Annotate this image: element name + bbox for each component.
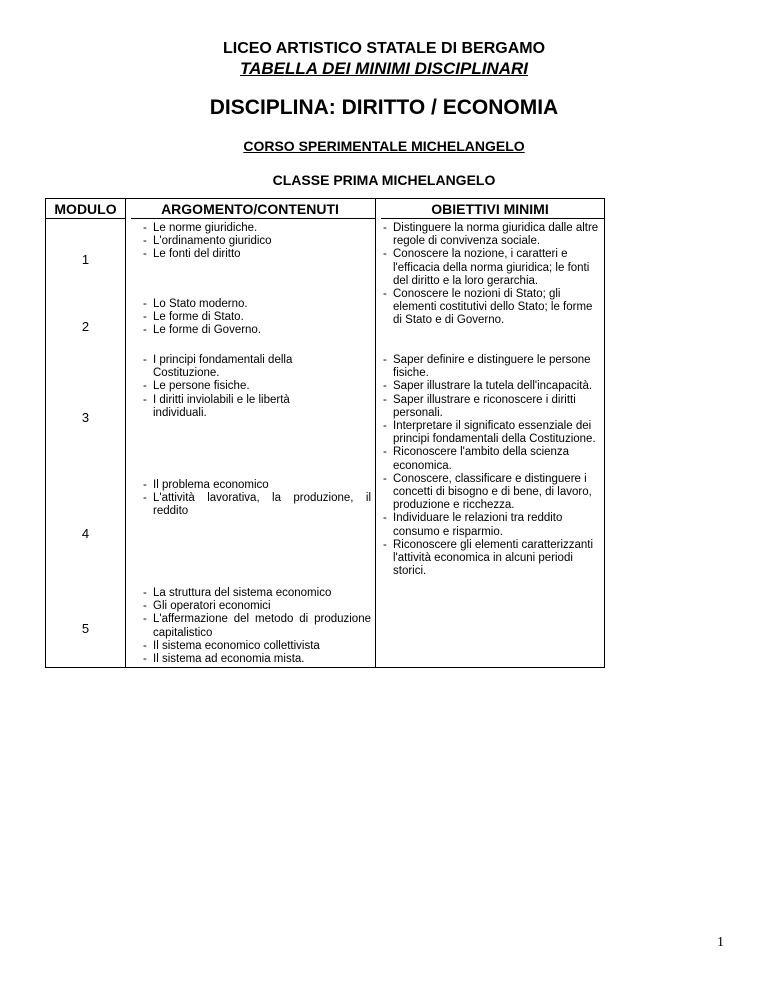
content-item: - Le fonti del diritto [143,248,371,261]
content-item: - Lo Stato moderno. [143,298,371,311]
content-item: - Le persone fisiche. [143,380,333,393]
objective-item: - Saper illustrare la tutela dell'incapacità. [383,380,601,393]
column-divider [125,199,126,667]
content-item: - I diritti inviolabili e le libertà individuali. [143,394,333,420]
header-divider [381,218,604,219]
content-item: - La struttura del sistema economico [143,587,371,600]
discipline-title: DISCIPLINA: DIRITTO / ECONOMIA [209,96,559,119]
module-number: 3 [81,410,90,425]
class-title: CLASSE PRIMA MICHELANGELO [272,172,496,188]
content-item: - L'attività lavorativa, la produzione, il reddito [143,492,371,518]
objective-item: - Riconoscere l'ambito della scienza economica. [383,446,601,472]
course-title: CORSO SPERIMENTALE MICHELANGELO [243,138,525,154]
content-item: - Il sistema ad economia mista. [143,653,371,666]
content-item: - Gli operatori economici [143,600,371,613]
header-contenuti: ARGOMENTO/CONTENUTI [161,201,339,217]
module-number: 5 [81,621,90,636]
objective-item: - Distinguere la norma giuridica dalle altre regole di convivenza sociale. [383,222,601,248]
content-item: - Il problema economico [143,479,371,492]
objective-item: - Conoscere la nozione, i caratteri e l'efficacia della norma giuridica; le fonti del diritto e la loro gerarchia. [383,248,601,288]
document-title: TABELLA DEI MINIMI DISCIPLINARI [239,59,529,78]
school-name: LICEO ARTISTICO STATALE DI BERGAMO [222,40,546,57]
module-5-contents [143,587,371,666]
module-3-contents [143,354,333,420]
module-number: 1 [81,252,90,267]
content-item: - Le forme di Governo. [143,324,371,337]
objective-item: - Individuare le relazioni tra reddito consumo e risparmio. [383,512,601,538]
objective-item: - Conoscere, classificare e distinguere i concetti di bisogno e di bene, di lavoro, produzione e ricchezza. [383,473,601,513]
minimums-table [45,198,605,668]
column-divider [375,199,376,667]
content-item: - L'affermazione del metodo di produzione capitalistico [143,613,371,639]
header-divider [131,218,375,219]
objectives-list-1 [383,222,601,328]
objective-item: - Riconoscere gli elementi caratterizzanti l'attività economica in alcuni periodi storici. [383,539,601,579]
objective-item: - Interpretare il significato essenziale dei principi fondamentali della Costituzione. [383,420,601,446]
content-item: - Le norme giuridiche. [143,222,371,235]
module-2-contents [143,298,371,338]
objective-item: - Saper illustrare e riconoscere i diritti personali. [383,394,601,420]
module-number: 2 [81,319,90,334]
content-item: - I principi fondamentali della Costituzione. [143,354,333,380]
content-item: - Il sistema economico collettivista [143,640,371,653]
header-divider [46,218,125,219]
objective-item: - Conoscere le nozioni di Stato; gli elementi costitutivi dello Stato; le forme di Stato e di Governo. [383,288,601,328]
header-modulo: MODULO [54,201,117,217]
module-number: 4 [81,526,90,541]
content-item: - L'ordinamento giuridico [143,235,371,248]
objective-item: - Saper definire e distinguere le persone fisiche. [383,354,601,380]
content-item: - Le forme di Stato. [143,311,371,324]
objectives-list-2 [383,354,601,578]
header-obiettivi: OBIETTIVI MINIMI [431,201,549,217]
module-1-contents [143,222,371,262]
page-number: 1 [717,935,724,950]
module-4-contents [143,479,371,519]
